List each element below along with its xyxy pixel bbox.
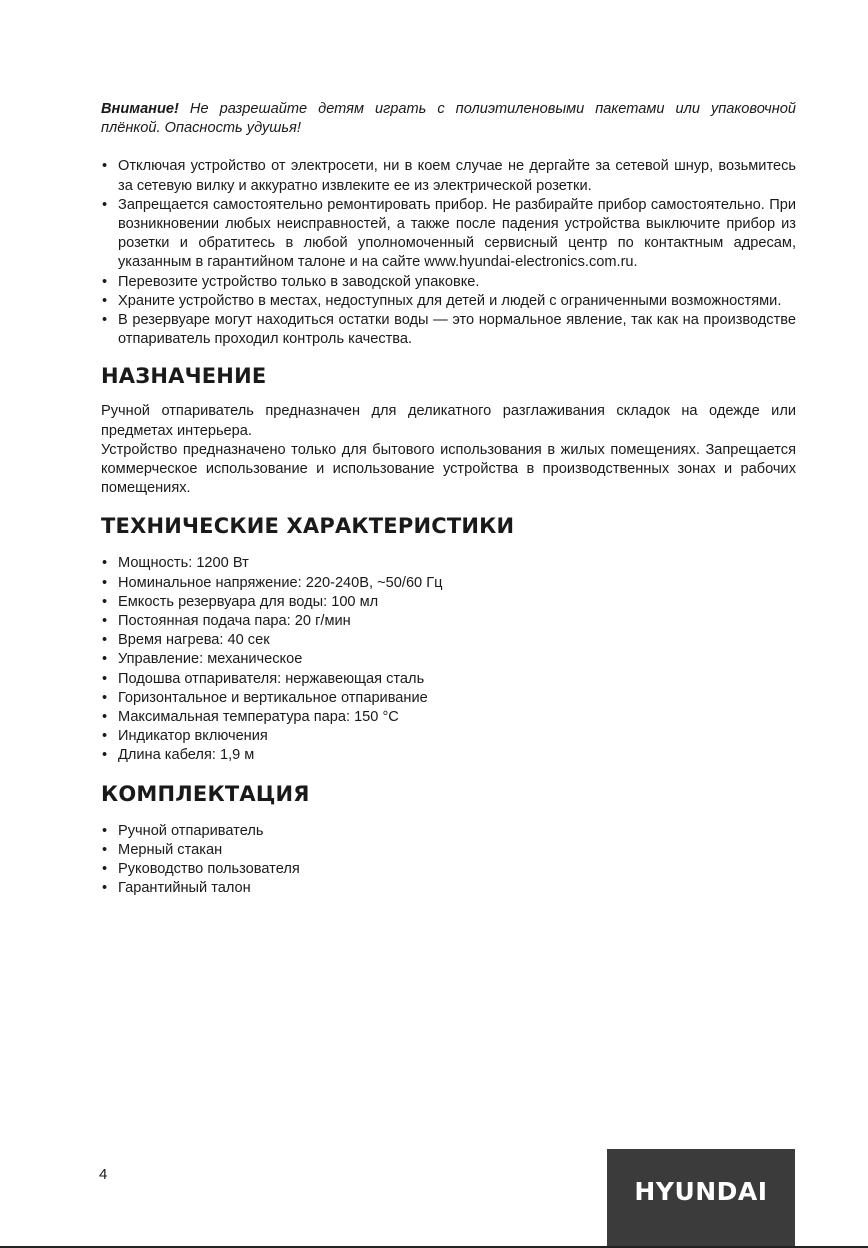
list-item: • В резервуаре могут находиться остатки воды — это нормальное явление, так как на производстве отпариватель проходил контроль качества.: [101, 311, 796, 349]
list-item: • Гарантийный талон: [101, 879, 796, 898]
brand-logo-text: HYUNDAI: [634, 1177, 768, 1206]
list-item: • Горизонтальное и вертикальное отпаривание: [101, 689, 796, 708]
list-item: • Индикатор включения: [101, 727, 796, 746]
purpose-paragraph: Ручной отпариватель предназначен для деликатного разглаживания складок на одежде или предметах интерьера.: [101, 403, 796, 439]
list-item: • Длина кабеля: 1,9 м: [101, 746, 796, 765]
section-heading-kit: КОМПЛЕКТАЦИЯ: [101, 781, 310, 806]
list-item: • Храните устройство в местах, недоступных для детей и людей с ограниченными возможностями.: [101, 292, 796, 311]
section-heading-purpose: НАЗНАЧЕНИЕ: [101, 364, 267, 389]
list-item: • Емкость резервуара для воды: 100 мл: [101, 593, 796, 612]
list-item: • Руководство пользователя: [101, 860, 796, 879]
warning-lead: Внимание!: [101, 101, 179, 117]
kit-list: [101, 822, 796, 899]
brand-logo: [607, 1149, 795, 1248]
section-heading-specs: ТЕХНИЧЕСКИЕ ХАРАКТЕРИСТИКИ: [101, 514, 515, 539]
list-item: • Запрещается самостоятельно ремонтировать прибор. Не разбирайте прибор самостоятельно. При возникновении любых неисправностей, а также после падения устройства выключите прибор из розетки и обратитесь в любой уполномоченный сервисный центр по контактным адресам, указанным в гарантийном талоне и на сайте www.hyundai-electronics.com.ru.: [101, 196, 796, 273]
list-item: • Ручной отпариватель: [101, 822, 796, 841]
list-item: • Отключая устройство от электросети, ни в коем случае не дергайте за сетевой шнур, возьмитесь за сетевую вилку и аккуратно извлеките ее из электрической розетки.: [101, 157, 796, 195]
list-item: • Постоянная подача пара: 20 г/мин: [101, 612, 796, 631]
safety-list: [101, 157, 796, 349]
page-number: 4: [99, 1166, 108, 1183]
list-item: • Перевозите устройство только в заводской упаковке.: [101, 273, 796, 292]
list-item: • Подошва отпаривателя: нержавеющая сталь: [101, 670, 796, 689]
list-item: • Время нагрева: 40 сек: [101, 631, 796, 650]
list-item: • Мерный стакан: [101, 841, 796, 860]
list-item: • Максимальная температура пара: 150 °C: [101, 708, 796, 727]
specs-list: [101, 554, 796, 765]
list-item: • Номинальное напряжение: 220-240В, ~50/60 Гц: [101, 574, 796, 593]
page-content: [101, 100, 796, 899]
list-item: • Мощность: 1200 Вт: [101, 554, 796, 573]
list-item: • Управление: механическое: [101, 650, 796, 669]
purpose-paragraph: Устройство предназначено только для бытового использования в жилых помещениях. Запрещается коммерческое использование и использование устройства в производственных зонах и рабочих помещениях.: [101, 441, 796, 497]
warning-text: Не разрешайте детям играть с полиэтиленовыми пакетами или упаковочной плёнкой. Опасность удушья!: [101, 101, 796, 137]
warning-notice: [101, 100, 796, 138]
